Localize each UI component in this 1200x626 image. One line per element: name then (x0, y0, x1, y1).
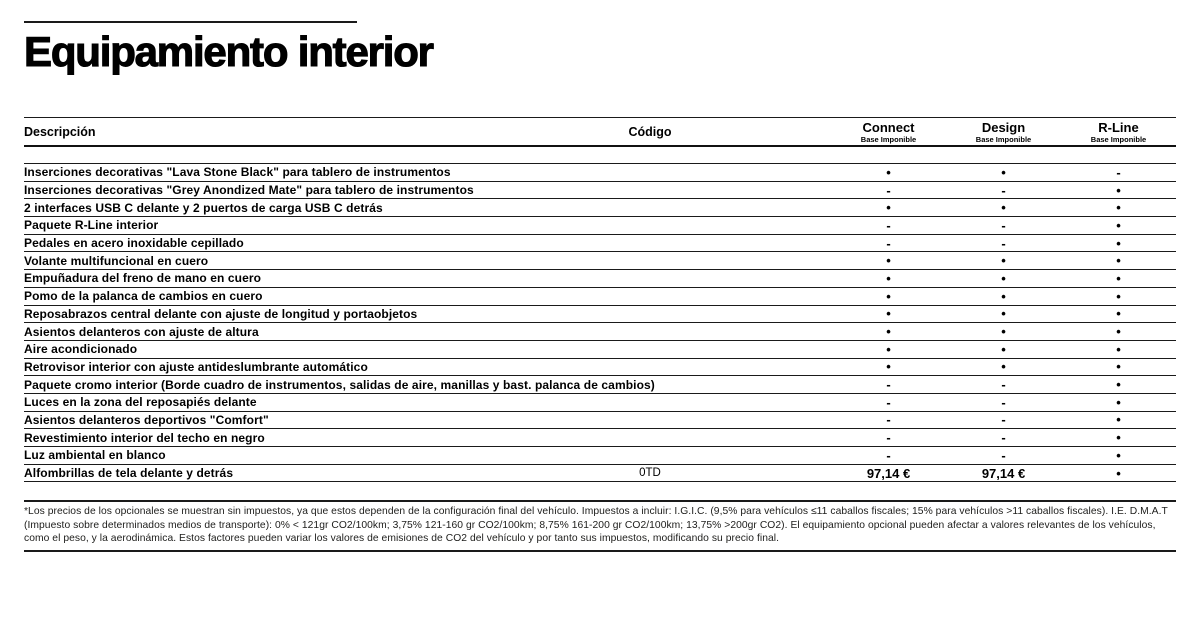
table-row (24, 429, 1176, 447)
row-value-connect: - (886, 235, 891, 251)
table-row (24, 182, 1176, 200)
row-value-connect: • (886, 253, 891, 269)
row-description: Paquete cromo interior (Borde cuadro de instrumentos, salidas de aire, manillas y bast. palanca de cambios) (24, 377, 655, 392)
row-description: Pomo de la palanca de cambios en cuero (24, 289, 263, 304)
row-value-connect: • (886, 341, 891, 357)
row-value-connect: • (886, 359, 891, 375)
row-value-rline: • (1116, 200, 1121, 216)
table-row (24, 376, 1176, 394)
row-value-rline: • (1116, 288, 1121, 304)
row-value-connect: - (886, 394, 891, 410)
row-value-connect: • (886, 164, 891, 180)
row-description: Asientos delanteros con ajuste de altura (24, 324, 259, 339)
column-header-rline (1061, 118, 1176, 145)
row-value-rline: • (1116, 341, 1121, 357)
equipment-table (24, 117, 1176, 482)
row-value-rline: • (1116, 465, 1121, 481)
column-header-design (946, 118, 1061, 145)
row-description: Inserciones decorativas "Lava Stone Black" para tablero de instrumentos (24, 165, 451, 180)
row-description: Asientos delanteros deportivos "Comfort" (24, 412, 269, 427)
row-value-design: • (1001, 359, 1006, 375)
row-value-design: - (1001, 235, 1006, 251)
row-value-design: • (1001, 253, 1006, 269)
table-row (24, 199, 1176, 217)
trim-subtitle-design: Base Imponible (975, 134, 1032, 144)
row-value-design: • (1001, 341, 1006, 357)
trim-name-connect: Connect (862, 119, 915, 135)
row-value-rline: • (1116, 253, 1121, 269)
row-description: Paquete R-Line interior (24, 218, 159, 233)
row-value-rline: • (1116, 430, 1121, 446)
row-value-rline: • (1116, 235, 1121, 251)
table-row (24, 447, 1176, 465)
table-row (24, 306, 1176, 324)
row-value-design: • (1001, 270, 1006, 286)
row-value-design: 97,14 € (981, 465, 1026, 481)
table-row (24, 323, 1176, 341)
title-rule (24, 21, 357, 23)
row-description: Volante multifuncional en cuero (24, 253, 209, 268)
footnote: *Los precios de los opcionales se muestran sin impuestos, ya que estos dependen de la configuración final del vehículo. Impuestos a incluir: I.G.I.C. (9,5% para vehículos ≤11 caballos fiscales; 15% para vehículos >11 caballos fiscales). I.E. D.M.A.T (Impuesto sobre determinados medios de transporte): 0% < 121gr CO2/100km; 3,75% 121-160 gr CO2/100km; 8,75% 161-200 gr CO2/100km; 13,75% >200gr CO2). El equipamiento opcional pueden afectar a valores relevantes de los vehículos, como el peso, y la aerodinámica. Estos factores pueden variar los valores de emisiones de CO2 del vehículo y por tanto sus impuestos, modificando su precio final. (24, 500, 1176, 552)
trim-name-design: Design (981, 119, 1026, 135)
row-value-connect: • (886, 200, 891, 216)
row-value-connect: - (886, 412, 891, 428)
table-row (24, 465, 1176, 483)
row-description: Retrovisor interior con ajuste antideslumbrante automático (24, 359, 368, 374)
row-value-connect: • (886, 306, 891, 322)
row-value-design: - (1001, 447, 1006, 463)
table-row (24, 341, 1176, 359)
row-codigo: 0TD (639, 467, 661, 480)
row-value-rline: • (1116, 217, 1121, 233)
row-description: Luces en la zona del reposapiés delante (24, 395, 257, 410)
row-value-design: • (1001, 306, 1006, 322)
table-row (24, 412, 1176, 430)
row-value-rline: • (1116, 377, 1121, 393)
row-value-rline: • (1116, 324, 1121, 340)
trim-name-rline: R-Line (1098, 119, 1139, 135)
row-description: 2 interfaces USB C delante y 2 puertos de carga USB C detrás (24, 200, 383, 215)
column-header-codigo: Código (628, 124, 672, 139)
row-value-rline: • (1116, 394, 1121, 410)
table-row (24, 252, 1176, 270)
row-value-connect: - (886, 377, 891, 393)
row-value-connect: - (886, 217, 891, 233)
table-row (24, 164, 1176, 182)
row-value-design: - (1001, 182, 1006, 198)
row-value-rline: • (1116, 447, 1121, 463)
table-row (24, 217, 1176, 235)
row-description: Pedales en acero inoxidable cepillado (24, 236, 244, 251)
row-value-connect: 97,14 € (866, 465, 911, 481)
table-body (24, 163, 1176, 482)
table-row (24, 359, 1176, 377)
table-row (24, 288, 1176, 306)
table-row (24, 270, 1176, 288)
row-value-design: - (1001, 394, 1006, 410)
row-description: Luz ambiental en blanco (24, 448, 166, 463)
row-value-rline: - (1116, 164, 1121, 180)
row-value-rline: • (1116, 306, 1121, 322)
row-value-rline: • (1116, 270, 1121, 286)
trim-subtitle-connect: Base Imponible (860, 134, 917, 144)
row-description: Alfombrillas de tela delante y detrás (24, 466, 234, 481)
row-description: Aire acondicionado (24, 342, 138, 357)
row-value-connect: • (886, 288, 891, 304)
row-value-design: • (1001, 324, 1006, 340)
row-value-design: • (1001, 200, 1006, 216)
row-value-rline: • (1116, 359, 1121, 375)
row-description: Empuñadura del freno de mano en cuero (24, 271, 262, 286)
page-title: Equipamiento interior (24, 28, 433, 75)
price-list-page (0, 21, 1200, 552)
column-header-connect (831, 118, 946, 145)
row-value-connect: - (886, 182, 891, 198)
row-value-design: - (1001, 430, 1006, 446)
row-value-design: - (1001, 412, 1006, 428)
trim-subtitle-rline: Base Imponible (1090, 134, 1147, 144)
row-value-design: • (1001, 164, 1006, 180)
row-value-rline: • (1116, 412, 1121, 428)
row-value-connect: - (886, 430, 891, 446)
table-row (24, 235, 1176, 253)
column-header-descripcion: Descripción (24, 124, 96, 139)
row-value-rline: • (1116, 182, 1121, 198)
table-header-row (24, 117, 1176, 147)
row-value-connect: - (886, 447, 891, 463)
row-value-connect: • (886, 324, 891, 340)
row-value-design: - (1001, 377, 1006, 393)
row-description: Inserciones decorativas "Grey Anondized Mate" para tablero de instrumentos (24, 183, 474, 198)
row-description: Reposabrazos central delante con ajuste de longitud y portaobjetos (24, 306, 418, 321)
row-value-connect: • (886, 270, 891, 286)
row-value-design: • (1001, 288, 1006, 304)
row-value-design: - (1001, 217, 1006, 233)
table-row (24, 394, 1176, 412)
row-description: Revestimiento interior del techo en negro (24, 430, 265, 445)
